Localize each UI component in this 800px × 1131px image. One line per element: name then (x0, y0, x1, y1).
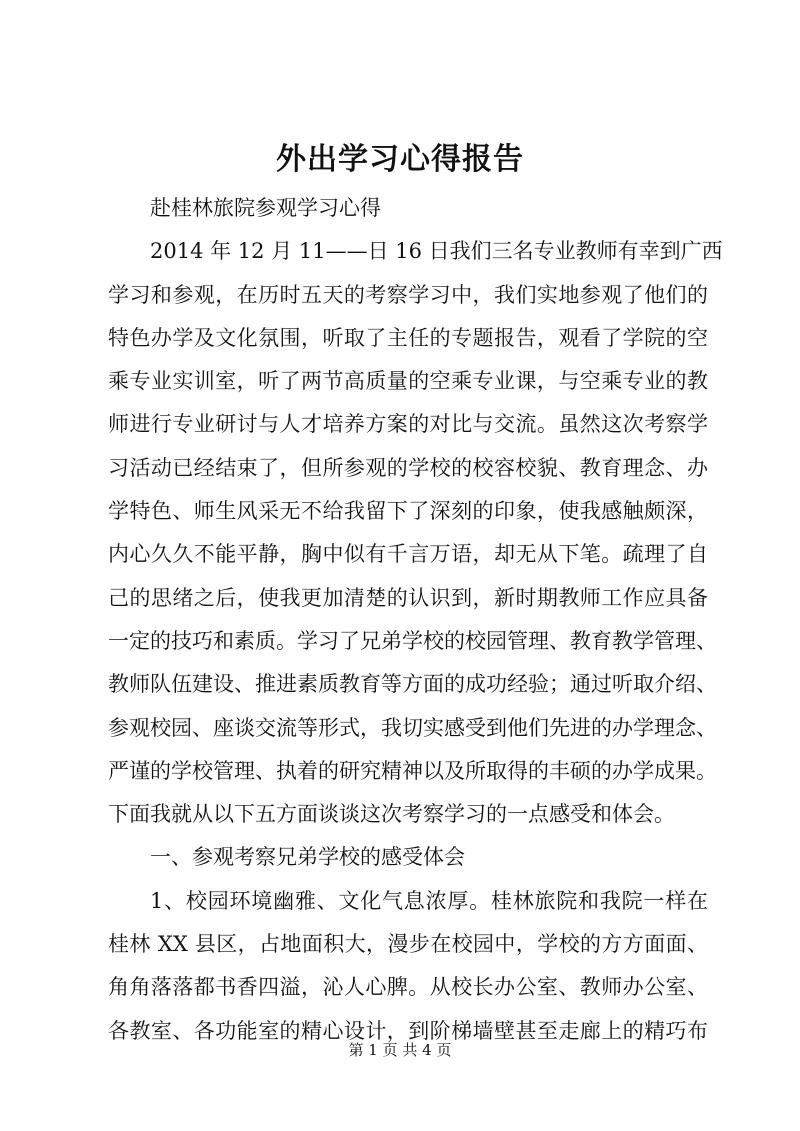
paragraph-line: 2014 年 12 月 11——日 16 日我们三名专业教师有幸到广西 (150, 239, 723, 264)
page-footer: 第 1 页 共 4 页 (348, 1041, 452, 1059)
section-heading: 一、参观考察兄弟学校的感受体会 (150, 845, 465, 870)
paragraph-line: 教师队伍建设、推进素质教育等方面的成功经验；通过听取介绍、 (108, 672, 717, 697)
paragraph-line: 特色办学及文化氛围，听取了主任的专题报告，观看了学院的空 (108, 325, 708, 350)
paragraph-line: 角角落落都书香四溢，沁人心脾。从校长办公室、教师办公室、 (108, 975, 708, 1000)
paragraph-line: 一定的技巧和素质。学习了兄弟学校的校园管理、教育教学管理、 (108, 628, 717, 653)
paragraph-line: 各教室、各功能室的精心设计，到阶梯墙壁甚至走廊上的精巧布 (108, 1018, 708, 1043)
subtitle-line: 赴桂林旅院参观学习心得 (150, 196, 381, 220)
paragraph-line: 1、校园环境幽雅、文化气息浓厚。桂林旅院和我院一样在 (150, 888, 708, 913)
paragraph-line: 己的思绪之后，使我更加清楚的认识到，新时期教师工作应具备 (108, 585, 708, 610)
paragraph-line: 下面我就从以下五方面谈谈这次考察学习的一点感受和体会。 (108, 802, 675, 827)
paragraph-line: 内心久久不能平静，胸中似有千言万语，却无从下笔。疏理了自 (108, 542, 708, 567)
paragraph-line: 桂林 XX 县区，占地面积大，漫步在校园中，学校的方方面面、 (108, 932, 708, 957)
paragraph-line: 学习和参观，在历时五天的考察学习中，我们实地参观了他们的 (108, 282, 708, 307)
paragraph-line: 习活动已经结束了，但所参观的学校的校容校貌、教育理念、办 (108, 455, 708, 480)
paragraph-line: 参观校园、座谈交流等形式，我切实感受到他们先进的办学理念、 (108, 715, 717, 740)
paragraph-line: 学特色、师生风采无不给我留下了深刻的印象，使我感触颇深， (108, 499, 708, 524)
document-title: 外出学习心得报告 (276, 142, 524, 177)
document-body (108, 187, 723, 1053)
paragraph-line: 严谨的学校管理、执着的研究精神以及所取得的丰硕的办学成果。 (108, 758, 717, 783)
paragraph-line: 师进行专业研讨与人才培养方案的对比与交流。虽然这次考察学 (108, 412, 708, 437)
paragraph-line: 乘专业实训室，听了两节高质量的空乘专业课，与空乘专业的教 (108, 369, 708, 394)
